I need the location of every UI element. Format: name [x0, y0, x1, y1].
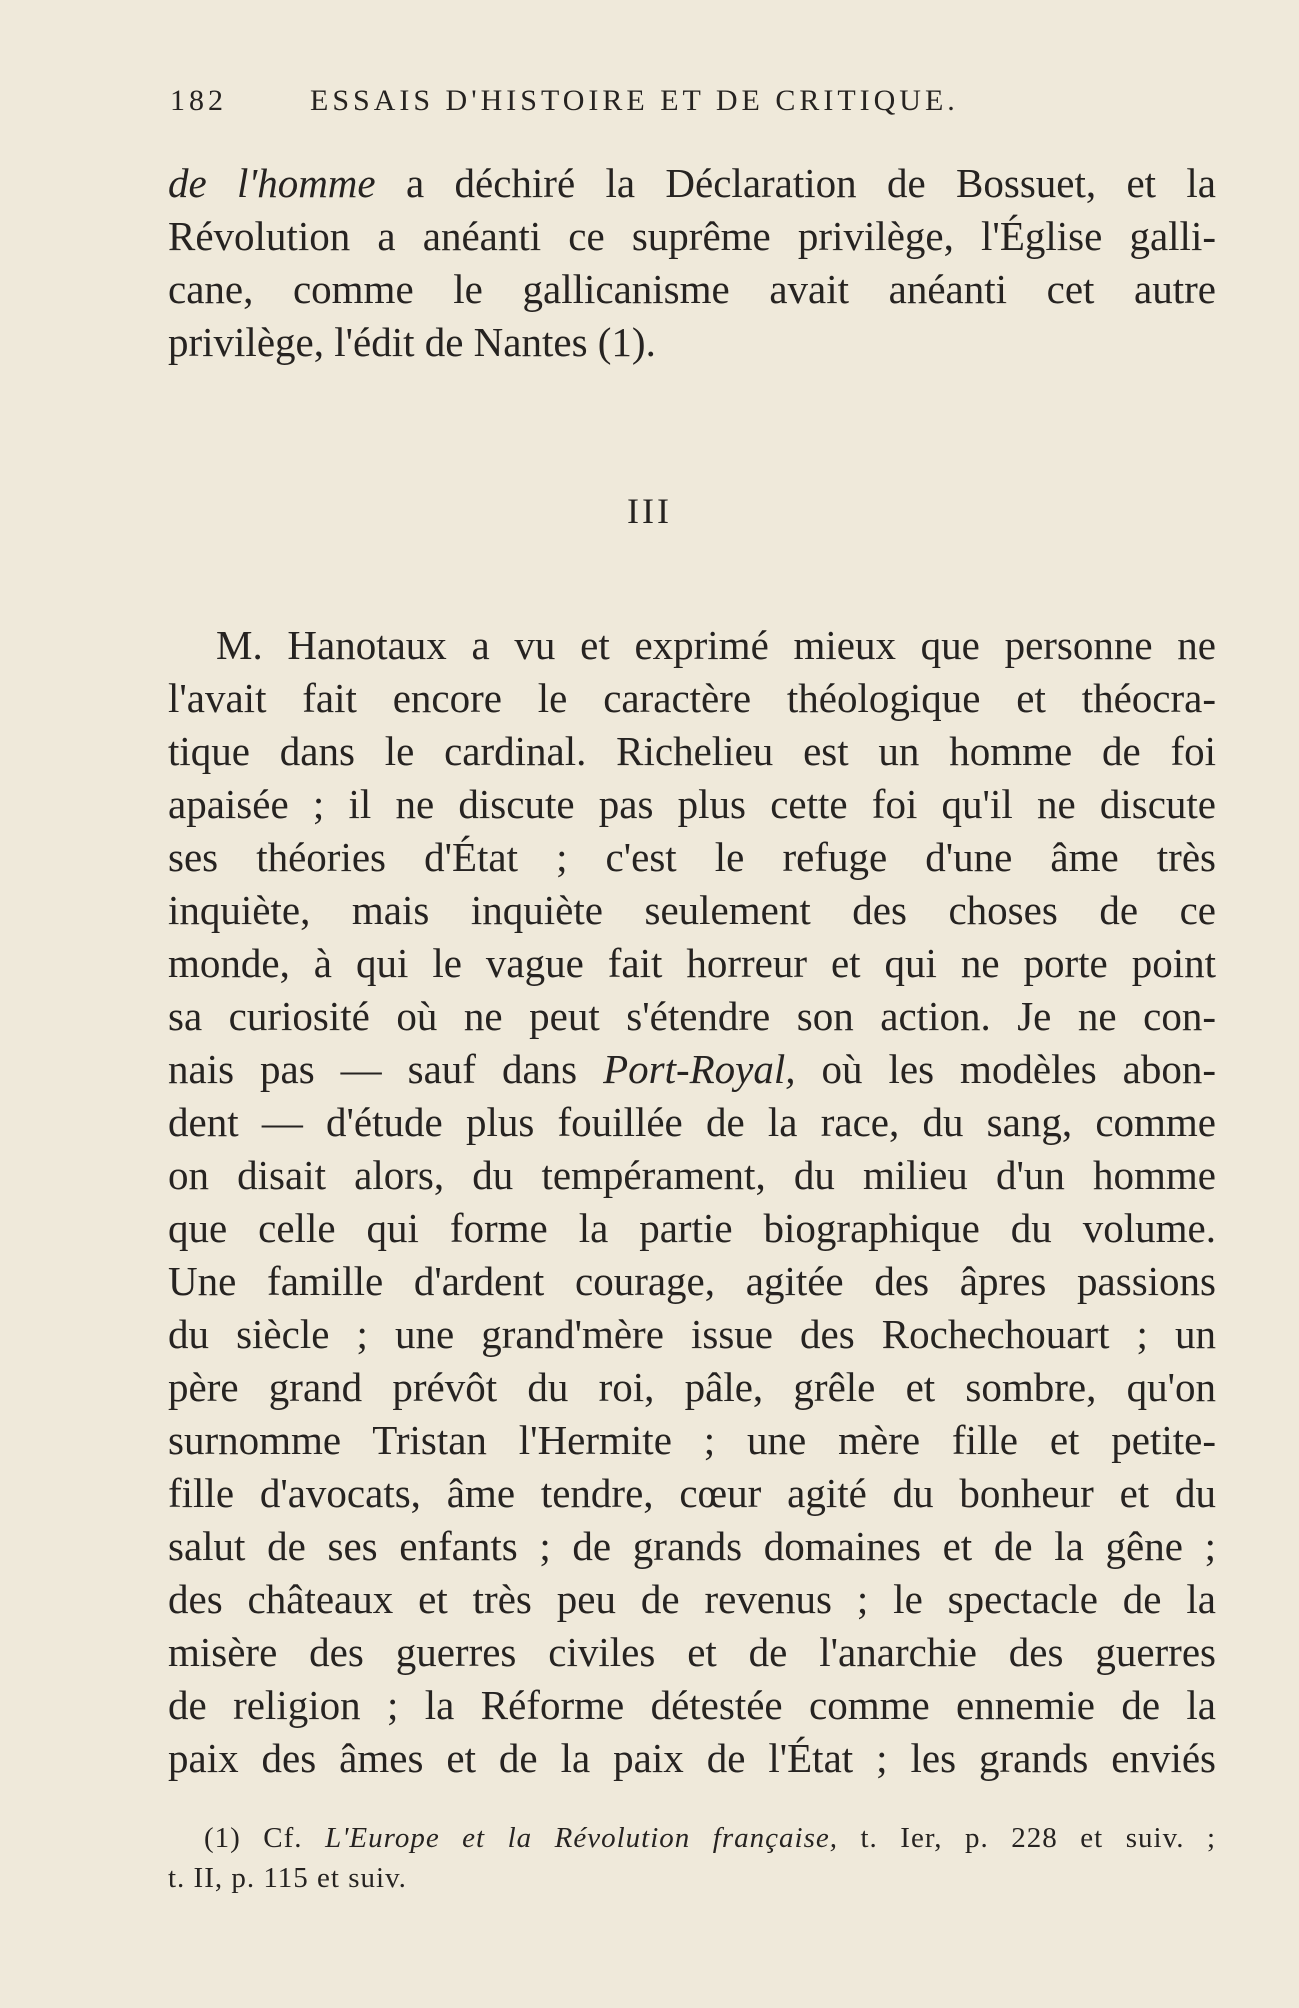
text-line [168, 157, 1216, 210]
line-text: inquiète, mais inquiète seulement des choses de ce [168, 887, 1216, 933]
line-text: où les modèles abon- [795, 1046, 1216, 1092]
line-text: Révolution a anéanti ce suprême privilège, l'Église galli- [168, 213, 1216, 259]
footnote-text: t. Ier, p. 228 et suiv. ; [837, 1822, 1216, 1854]
text-line [168, 831, 1216, 884]
text-line [168, 1043, 1216, 1096]
line-text: des châteaux et très peu de revenus ; le spectacle de la [168, 1576, 1216, 1622]
footnote [168, 1818, 1216, 1898]
italic-span: de l'homme [168, 160, 376, 206]
text-line [168, 1467, 1216, 1520]
line-text: misère des guerres civiles et de l'anarchie des guerres [168, 1629, 1216, 1675]
text-line [168, 990, 1216, 1043]
line-text: fille d'avocats, âme tendre, cœur agité du bonheur et du [168, 1470, 1216, 1516]
text-line [168, 1096, 1216, 1149]
line-text: l'avait fait encore le caractère théologique et théocra- [168, 675, 1216, 721]
text-line [168, 210, 1216, 263]
line-text: que celle qui forme la partie biographique du volume. [168, 1205, 1216, 1251]
text-line [168, 1626, 1216, 1679]
running-title: ESSAIS D'HISTOIRE ET DE CRITIQUE. [310, 84, 959, 117]
footnote-text: t. II, p. 115 et suiv. [168, 1862, 407, 1894]
text-line [168, 1149, 1216, 1202]
line-text: M. Hanotaux a vu et exprimé mieux que personne ne [216, 622, 1216, 668]
text-line [168, 1573, 1216, 1626]
italic-span: L'Europe et la Révolution française, [325, 1822, 838, 1854]
text-line [168, 937, 1216, 990]
line-text: privilège, l'édit de Nantes (1). [168, 319, 656, 365]
text-line [168, 1679, 1216, 1732]
line-text: paix des âmes et de la paix de l'État ; les grands enviés [168, 1735, 1216, 1781]
main-paragraph [168, 619, 1216, 1785]
text-line [168, 1308, 1216, 1361]
footnote-line [168, 1818, 1216, 1858]
line-text: a déchiré la Déclaration de Bossuet, et la [375, 160, 1216, 206]
text-line [168, 1520, 1216, 1573]
line-text: apaisée ; il ne discute pas plus cette foi qu'il ne discute [168, 781, 1216, 827]
line-text: cane, comme le gallicanisme avait anéanti cet autre [168, 266, 1216, 312]
continued-paragraph [168, 157, 1216, 369]
footnote-line [168, 1858, 1216, 1898]
text-line [168, 1255, 1216, 1308]
text-line [168, 619, 1216, 672]
running-head [170, 84, 1210, 124]
line-text: ses théories d'État ; c'est le refuge d'une âme très [168, 834, 1216, 880]
text-line [168, 725, 1216, 778]
line-text: dent — d'étude plus fouillée de la race, du sang, comme [168, 1099, 1216, 1145]
page-number: 182 [170, 84, 227, 117]
line-text: monde, à qui le vague fait horreur et qui ne porte point [168, 940, 1216, 986]
text-line [168, 1732, 1216, 1785]
line-text: nais pas — sauf dans [168, 1046, 604, 1092]
text-line [168, 263, 1216, 316]
line-text: sa curiosité où ne peut s'étendre son action. Je ne con- [168, 993, 1216, 1039]
line-text: surnomme Tristan l'Hermite ; une mère fille et petite- [168, 1417, 1216, 1463]
line-text: du siècle ; une grand'mère issue des Rochechouart ; un [168, 1311, 1216, 1357]
text-line [168, 672, 1216, 725]
line-text: Une famille d'ardent courage, agitée des âpres passions [168, 1258, 1216, 1304]
text-line [168, 1202, 1216, 1255]
line-text: on disait alors, du tempérament, du milieu d'un homme [168, 1152, 1216, 1198]
text-line [168, 316, 1216, 369]
text-line [168, 1361, 1216, 1414]
text-line [168, 1414, 1216, 1467]
line-text: père grand prévôt du roi, pâle, grêle et sombre, qu'on [168, 1364, 1216, 1410]
line-text: salut de ses enfants ; de grands domaines et de la gêne ; [168, 1523, 1216, 1569]
section-heading: III [627, 491, 672, 531]
text-line [168, 778, 1216, 831]
line-text: de religion ; la Réforme détestée comme ennemie de la [168, 1682, 1216, 1728]
italic-span: Port-Royal, [603, 1046, 796, 1092]
line-text: tique dans le cardinal. Richelieu est un homme de foi [168, 728, 1216, 774]
footnote-text: (1) Cf. [204, 1822, 326, 1854]
text-line [168, 884, 1216, 937]
